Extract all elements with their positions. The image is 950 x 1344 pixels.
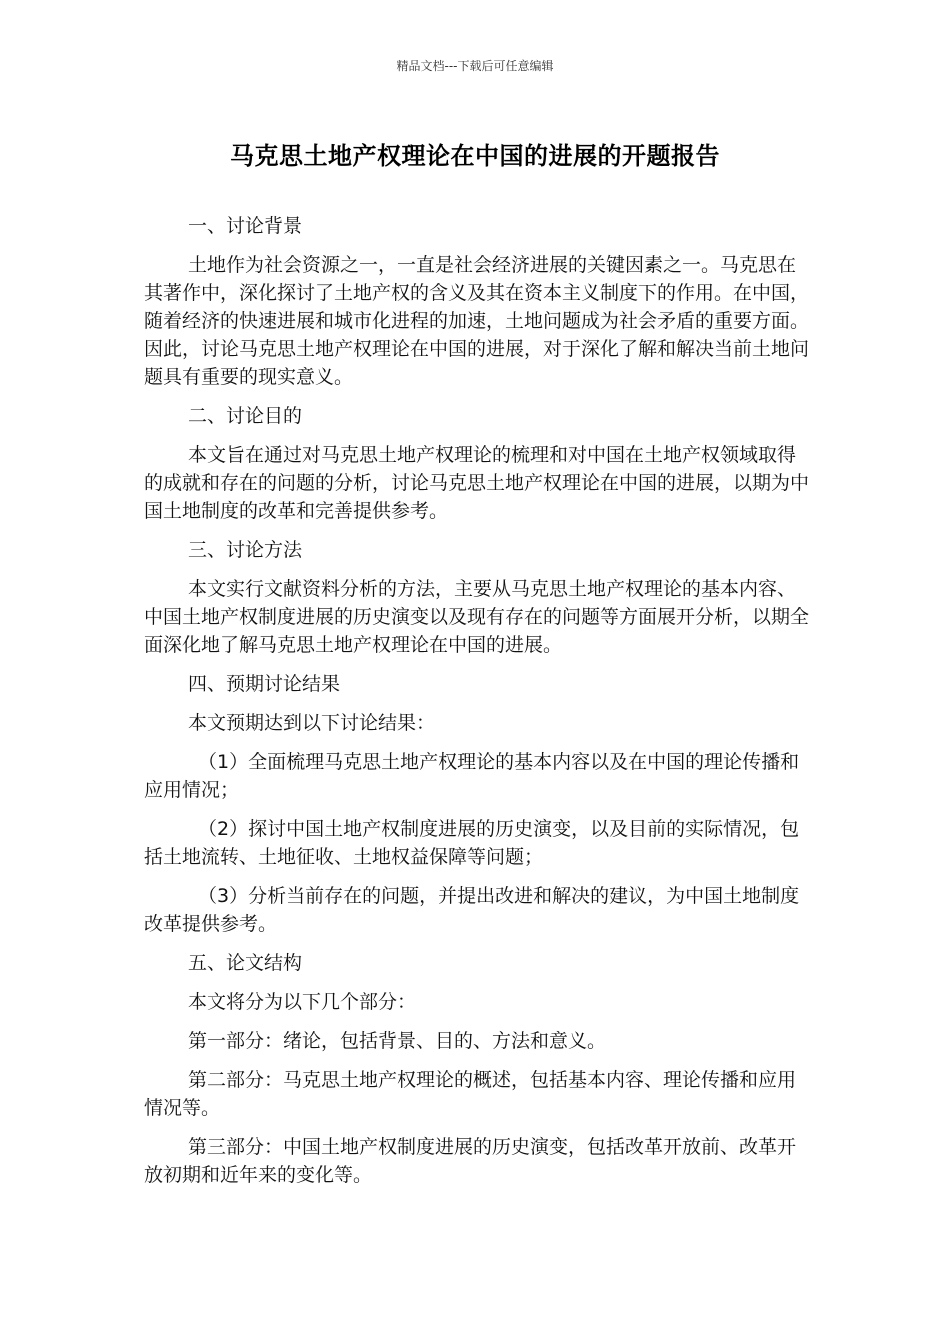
paragraph-method: 本文实行文献资料分析的方法，主要从马克思土地产权理论的基本内容、中国土地产权制度进展的历史演变以及现有存在的问题等方面展开分析，以期全面深化地了解马克思土地产权理论在中国的进展。 — [144, 578, 810, 656]
paragraph-part-1: 第一部分：绪论，包括背景、目的、方法和意义。 — [188, 1030, 607, 1052]
document-body — [144, 212, 814, 1200]
list-item-result-1: （1）全面梳理马克思土地产权理论的基本内容以及在中国的理论传播和应用情况； — [144, 751, 800, 801]
paragraph-part-2: 第二部分：马克思土地产权理论的概述，包括基本内容、理论传播和应用情况等。 — [144, 1069, 797, 1119]
section-heading-structure: 五、论文结构 — [188, 952, 303, 974]
list-item-result-2: （2）探讨中国土地产权制度进展的历史演变，以及目前的实际情况，包括土地流转、土地征收、土地权益保障等问题； — [144, 818, 800, 868]
header-watermark: 精品文档---下载后可任意编辑 — [396, 59, 554, 73]
paragraph-purpose: 本文旨在通过对马克思土地产权理论的梳理和对中国在土地产权领域取得的成就和存在的问题的分析，讨论马克思土地产权理论在中国的进展，以期为中国土地制度的改革和完善提供参考。 — [144, 444, 810, 522]
section-heading-method: 三、讨论方法 — [188, 539, 303, 561]
section-heading-purpose: 二、讨论目的 — [188, 405, 303, 427]
section-heading-background: 一、讨论背景 — [188, 215, 303, 237]
section-heading-expected-results: 四、预期讨论结果 — [188, 673, 341, 695]
list-item-result-3: （3）分析当前存在的问题，并提出改进和解决的建议，为中国土地制度改革提供参考。 — [144, 885, 800, 935]
paragraph-background: 土地作为社会资源之一，一直是社会经济进展的关键因素之一。马克思在其著作中，深化探讨了土地产权的含义及其在资本主义制度下的作用。在中国，随着经济的快速进展和城市化进程的加速，土地问题成为社会矛盾的重要方面。因此，讨论马克思土地产权理论在中国的进展，对于深化了解和解决当前土地问题具有重要的现实意义。 — [144, 254, 810, 388]
paragraph-part-3: 第三部分：中国土地产权制度进展的历史演变，包括改革开放前、改革开放初期和近年来的变化等。 — [144, 1136, 797, 1186]
paragraph-expected-results-intro: 本文预期达到以下讨论结果： — [188, 712, 436, 734]
paragraph-structure-intro: 本文将分为以下几个部分： — [188, 991, 417, 1013]
document-title: 马克思土地产权理论在中国的进展的开题报告 — [230, 142, 720, 170]
